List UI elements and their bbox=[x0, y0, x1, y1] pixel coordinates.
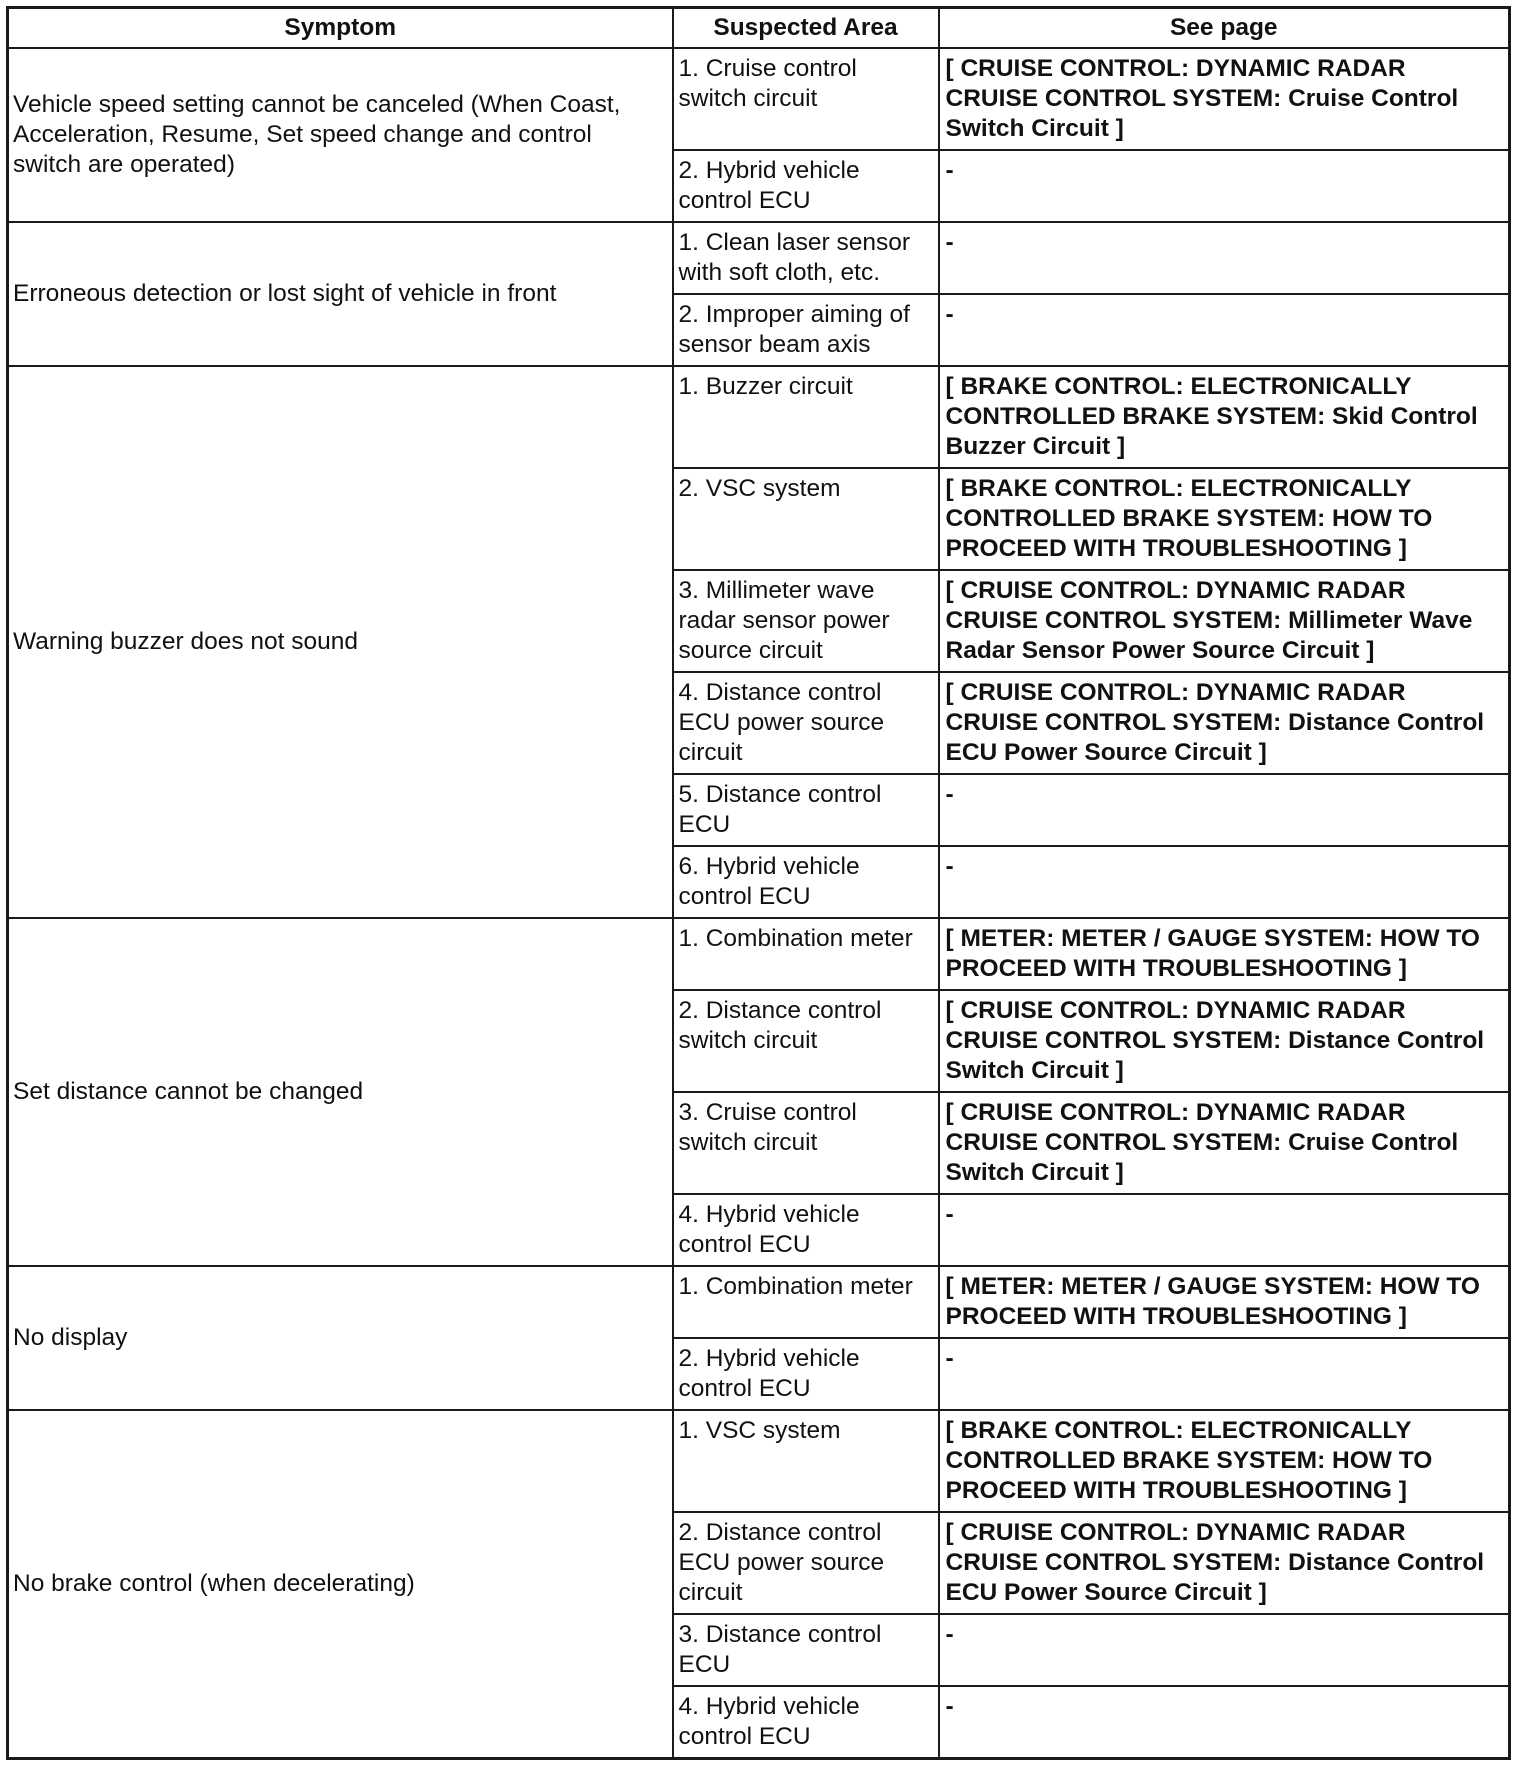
suspected-area-cell: 5. Distance control ECU bbox=[673, 774, 939, 846]
suspected-area-cell: 1. Cruise control switch circuit bbox=[673, 48, 939, 150]
troubleshooting-table-container bbox=[6, 6, 1508, 1760]
see-page-cell: [ CRUISE CONTROL: DYNAMIC RADAR CRUISE CONTROL SYSTEM: Distance Control ECU Power Source Circuit ] bbox=[939, 672, 1510, 774]
suspected-area-cell: 2. Hybrid vehicle control ECU bbox=[673, 150, 939, 222]
suspected-area-cell: 2. Hybrid vehicle control ECU bbox=[673, 1338, 939, 1410]
suspected-area-cell: 4. Hybrid vehicle control ECU bbox=[673, 1194, 939, 1266]
suspected-area-cell: 1. Clean laser sensor with soft cloth, etc. bbox=[673, 222, 939, 294]
suspected-area-cell: 1. VSC system bbox=[673, 1410, 939, 1512]
table-row bbox=[8, 1410, 1510, 1512]
header-see-page: See page bbox=[939, 8, 1510, 49]
see-page-cell: - bbox=[939, 1194, 1510, 1266]
symptom-cell: No brake control (when decelerating) bbox=[8, 1410, 673, 1759]
header-suspected-area: Suspected Area bbox=[673, 8, 939, 49]
suspected-area-cell: 3. Millimeter wave radar sensor power source circuit bbox=[673, 570, 939, 672]
see-page-cell: [ BRAKE CONTROL: ELECTRONICALLY CONTROLLED BRAKE SYSTEM: HOW TO PROCEED WITH TROUBLESHOOTING ] bbox=[939, 468, 1510, 570]
see-page-cell: [ METER: METER / GAUGE SYSTEM: HOW TO PROCEED WITH TROUBLESHOOTING ] bbox=[939, 918, 1510, 990]
table-header-row bbox=[8, 8, 1510, 49]
table-row bbox=[8, 918, 1510, 990]
suspected-area-cell: 6. Hybrid vehicle control ECU bbox=[673, 846, 939, 918]
symptom-cell: Set distance cannot be changed bbox=[8, 918, 673, 1266]
suspected-area-cell: 2. Improper aiming of sensor beam axis bbox=[673, 294, 939, 366]
suspected-area-cell: 2. Distance control ECU power source circuit bbox=[673, 1512, 939, 1614]
see-page-cell: - bbox=[939, 1338, 1510, 1410]
see-page-cell: [ METER: METER / GAUGE SYSTEM: HOW TO PROCEED WITH TROUBLESHOOTING ] bbox=[939, 1266, 1510, 1338]
see-page-cell: [ CRUISE CONTROL: DYNAMIC RADAR CRUISE CONTROL SYSTEM: Distance Control Switch Circuit ] bbox=[939, 990, 1510, 1092]
suspected-area-cell: 1. Buzzer circuit bbox=[673, 366, 939, 468]
see-page-cell: [ BRAKE CONTROL: ELECTRONICALLY CONTROLLED BRAKE SYSTEM: HOW TO PROCEED WITH TROUBLESHOOTING ] bbox=[939, 1410, 1510, 1512]
see-page-cell: [ CRUISE CONTROL: DYNAMIC RADAR CRUISE CONTROL SYSTEM: Millimeter Wave Radar Sensor Power Source Circuit ] bbox=[939, 570, 1510, 672]
see-page-cell: - bbox=[939, 222, 1510, 294]
table-row bbox=[8, 48, 1510, 150]
see-page-cell: - bbox=[939, 846, 1510, 918]
header-symptom: Symptom bbox=[8, 8, 673, 49]
see-page-cell: - bbox=[939, 1614, 1510, 1686]
table-row bbox=[8, 222, 1510, 294]
symptom-cell: Vehicle speed setting cannot be canceled (When Coast, Acceleration, Resume, Set speed change and control switch are operated) bbox=[8, 48, 673, 222]
suspected-area-cell: 3. Distance control ECU bbox=[673, 1614, 939, 1686]
table-row bbox=[8, 1266, 1510, 1338]
table-row bbox=[8, 366, 1510, 468]
suspected-area-cell: 1. Combination meter bbox=[673, 918, 939, 990]
suspected-area-cell: 4. Distance control ECU power source circuit bbox=[673, 672, 939, 774]
symptom-cell: Warning buzzer does not sound bbox=[8, 366, 673, 918]
symptom-cell: No display bbox=[8, 1266, 673, 1410]
troubleshooting-table bbox=[6, 6, 1511, 1760]
suspected-area-cell: 2. VSC system bbox=[673, 468, 939, 570]
see-page-cell: [ CRUISE CONTROL: DYNAMIC RADAR CRUISE CONTROL SYSTEM: Distance Control ECU Power Source Circuit ] bbox=[939, 1512, 1510, 1614]
see-page-cell: - bbox=[939, 774, 1510, 846]
see-page-cell: - bbox=[939, 1686, 1510, 1759]
suspected-area-cell: 1. Combination meter bbox=[673, 1266, 939, 1338]
see-page-cell: - bbox=[939, 150, 1510, 222]
suspected-area-cell: 3. Cruise control switch circuit bbox=[673, 1092, 939, 1194]
suspected-area-cell: 4. Hybrid vehicle control ECU bbox=[673, 1686, 939, 1759]
see-page-cell: [ CRUISE CONTROL: DYNAMIC RADAR CRUISE CONTROL SYSTEM: Cruise Control Switch Circuit ] bbox=[939, 48, 1510, 150]
see-page-cell: [ CRUISE CONTROL: DYNAMIC RADAR CRUISE CONTROL SYSTEM: Cruise Control Switch Circuit ] bbox=[939, 1092, 1510, 1194]
see-page-cell: - bbox=[939, 294, 1510, 366]
symptom-cell: Erroneous detection or lost sight of vehicle in front bbox=[8, 222, 673, 366]
suspected-area-cell: 2. Distance control switch circuit bbox=[673, 990, 939, 1092]
see-page-cell: [ BRAKE CONTROL: ELECTRONICALLY CONTROLLED BRAKE SYSTEM: Skid Control Buzzer Circuit ] bbox=[939, 366, 1510, 468]
